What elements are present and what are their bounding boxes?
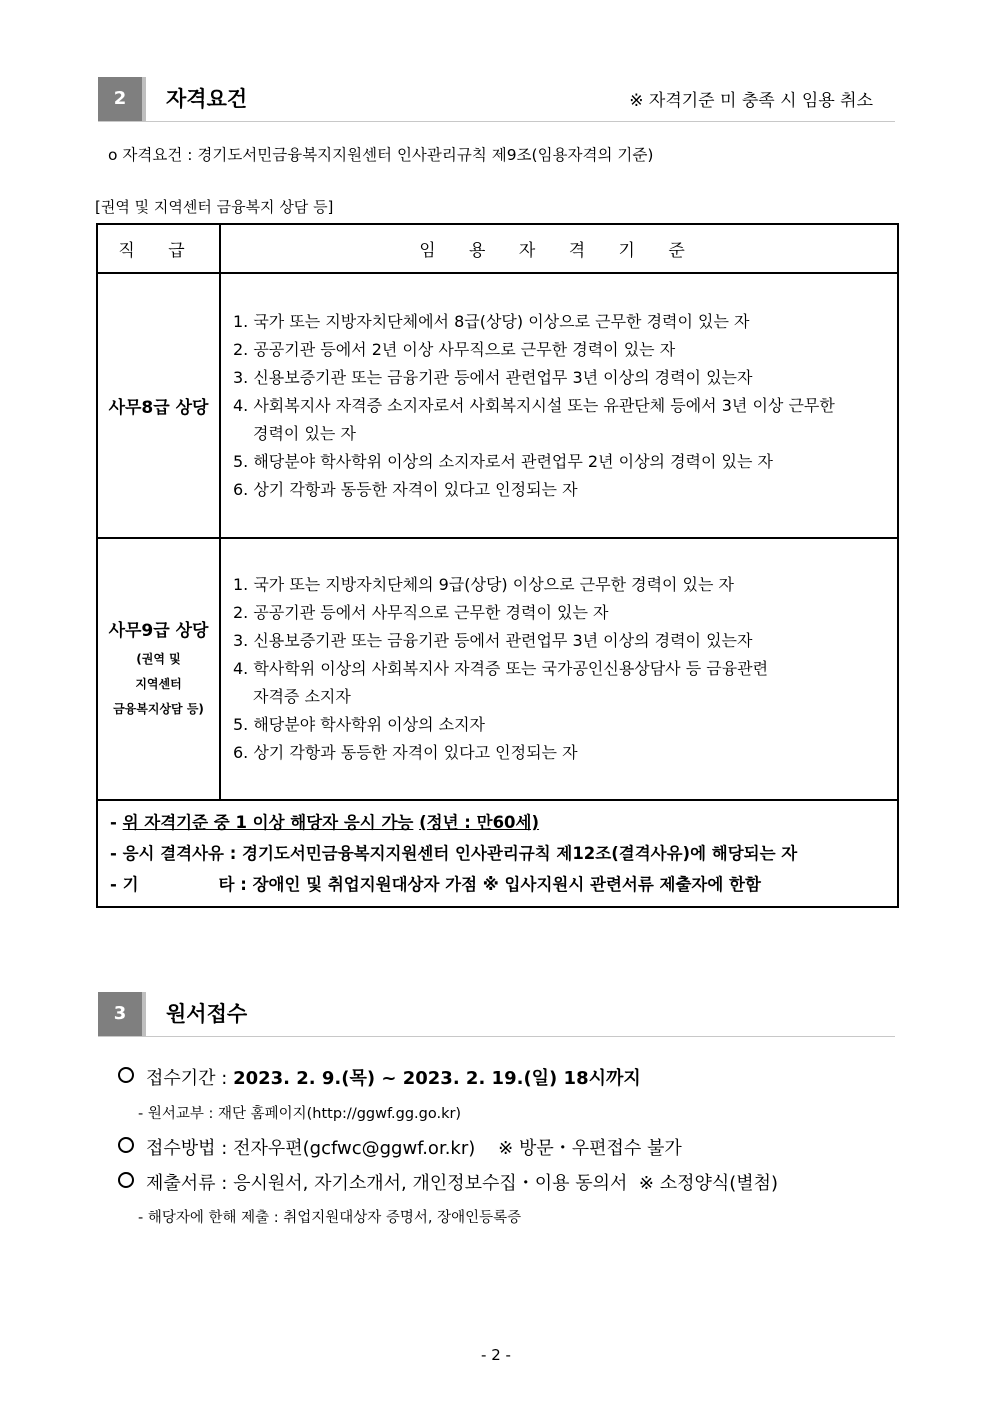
circle-bullet-icon [118, 1137, 134, 1153]
circle-bullet-icon [118, 1067, 134, 1083]
footer-underlined: 위 자격기준 중 1 이상 해당자 응시 가능 [122, 813, 414, 832]
footer-line-3 [110, 869, 889, 900]
qualification-intro: o 자격요건 : 경기도서민금융복지지원센터 인사관리규칙 제9조(임용자격의 기준) [108, 146, 654, 164]
application-item-period: 접수기간 : 2023. 2. 9.(목) ~ 2023. 2. 19.(일) 18시까지 [118, 1064, 641, 1090]
criteria-item: 5. 해당분야 학사학위 이상의 소지자 [233, 715, 485, 734]
section-number: 2 [98, 77, 142, 121]
grade-subtitle: 금융복지상담 등) [113, 702, 204, 716]
table-footer [97, 800, 898, 907]
sub-note-submit: - 해당자에 한해 제출 : 취업지원대상자 증명서, 장애인등록증 [138, 1210, 522, 1226]
footer-label: - 기 [110, 875, 139, 894]
criteria-cell [220, 538, 898, 800]
criteria-item: 3. 신용보증기관 또는 금융기관 등에서 관련업무 3년 이상의 경력이 있는자 [233, 367, 753, 387]
item-value: 전자우편(gcfwc@ggwf.or.kr) [233, 1138, 476, 1159]
criteria-item: 6. 상기 각항과 동등한 자격이 있다고 인정되는 자 [233, 743, 578, 762]
section-number: 3 [98, 992, 142, 1036]
grade-cell [97, 538, 220, 800]
footer-label-2: 타 [218, 875, 235, 894]
table-footer-row [97, 800, 898, 907]
criteria-item: 1. 국가 또는 지방자치단체의 9급(상당) 이상으로 근무한 경력이 있는 자 [233, 575, 735, 594]
criteria-item: 3. 신용보증기관 또는 금융기관 등에서 관련업무 3년 이상의 경력이 있는자 [233, 631, 753, 650]
criteria-item-continued: 경력이 있는 자 [253, 423, 356, 443]
qualification-table [96, 223, 899, 908]
section-title: 자격요건 [166, 87, 248, 111]
item-value: 응시원서, 자기소개서, 개인정보수집・이용 동의서 [233, 1173, 628, 1194]
circle-bullet-icon [118, 1172, 134, 1188]
section-2-header [98, 77, 895, 122]
section-title: 원서접수 [166, 1002, 248, 1026]
criteria-item-continued: 자격증 소지자 [253, 687, 351, 706]
application-item-documents: 제출서류 : 응시원서, 자기소개서, 개인정보수집・이용 동의서 ※ 소정양식(별첨) [118, 1169, 778, 1195]
criteria-item: 5. 해당분야 학사학위 이상의 소지자로서 관련업무 2년 이상의 경력이 있는 자 [233, 451, 773, 471]
criteria-item: 2. 공공기관 등에서 사무직으로 근무한 경력이 있는 자 [233, 603, 609, 622]
item-label: 접수방법 [146, 1138, 216, 1159]
header-criteria: 임 용 자 격 기 준 [220, 224, 898, 273]
grade-cell: 사무8급 상당 [97, 273, 220, 538]
footer-prefix: - [110, 813, 123, 832]
item-note: ※ 방문・우편접수 불가 [498, 1138, 682, 1159]
criteria-item: 2. 공공기관 등에서 2년 이상 사무직으로 근무한 경력이 있는 자 [233, 339, 676, 359]
item-label: 접수기간 [146, 1068, 216, 1089]
criteria-item: 6. 상기 각항과 동등한 자격이 있다고 인정되는 자 [233, 479, 578, 499]
section-note: ※ 자격기준 미 충족 시 임용 취소 [629, 91, 873, 111]
criteria-item: 1. 국가 또는 지방자치단체에서 8급(상당) 이상으로 근무한 경력이 있는 자 [233, 311, 750, 331]
section-3-header [98, 992, 895, 1037]
table-caption: [권역 및 지역센터 금융복지 상담 등] [95, 198, 334, 216]
application-item-method: 접수방법 : 전자우편(gcfwc@ggwf.or.kr) ※ 방문・우편접수 불가 [118, 1134, 682, 1160]
footer-line-1 [110, 807, 889, 838]
sub-note-form: - 원서교부 : 재단 홈페이지(http://ggwf.gg.go.kr) [138, 1106, 462, 1122]
header-grade: 직 급 [97, 224, 220, 273]
page-number: - 2 - [481, 1346, 511, 1364]
item-label: 제출서류 [146, 1173, 216, 1194]
criteria-item: 4. 학사학위 이상의 사회복지사 자격증 또는 국가공인신용상담사 등 금융관련 [233, 659, 769, 678]
table-row [97, 273, 898, 538]
grade-title: 사무9급 상당 [108, 621, 209, 641]
criteria-item: 4. 사회복지사 자격증 소지자로서 사회복지시설 또는 유관단체 등에서 3년 이상 근무한 [233, 395, 835, 415]
item-value: 2023. 2. 9.(목) ~ 2023. 2. 19.(일) 18시까지 [233, 1068, 641, 1089]
table-row [97, 538, 898, 800]
footer-retirement: (정년 : 만60세) [419, 813, 540, 832]
item-note: ※ 소정양식(별첨) [638, 1173, 779, 1194]
footer-line-2: - 응시 결격사유 : 경기도서민금융복지지원센터 인사관리규칙 제12조(결격사유)에 해당되는 자 [110, 844, 798, 863]
criteria-cell [220, 273, 898, 538]
grade-subtitle: 지역센터 [135, 677, 182, 691]
grade-subtitle: (권역 및 [136, 652, 181, 666]
footer-text: : 장애인 및 취업지원대상자 가점 ※ 입사지원시 관련서류 제출자에 한함 [240, 875, 761, 894]
